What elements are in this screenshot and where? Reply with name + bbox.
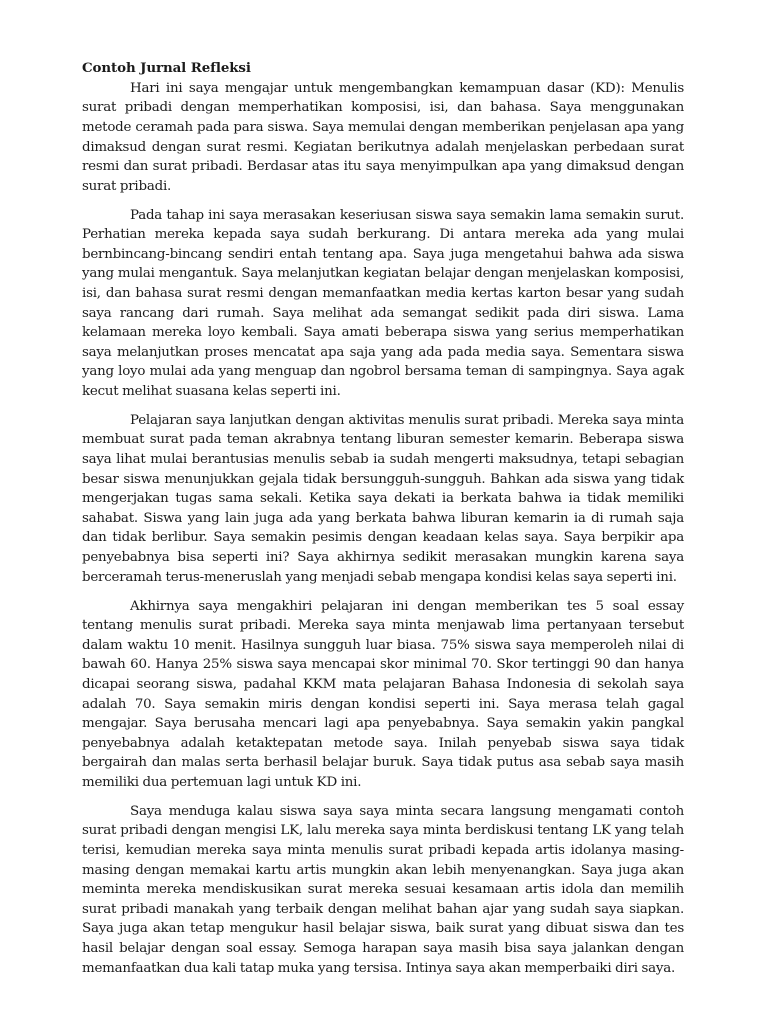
document-title: Contoh Jurnal Refleksi xyxy=(82,60,251,76)
paragraph-2: Pada tahap ini saya merasakan keseriusan siswa saya semakin lama semakin surut. Perhatian mereka kepada saya sudah berkurang. Di antara mereka ada yang mulai bernbincang-bincang sendiri entah tentang apa. Saya juga mengetahui bahwa ada siswa yang mulai mengantuk. Saya melanjutkan kegiatan belajar dengan menjelaskan komposisi, isi, dan bahasa surat resmi dengan memanfaatkan media kertas karton besar yang sudah saya rancang dari rumah. Saya melihat ada semangat sedikit pada diri siswa. Lama kelamaan mereka loyo kembali. Saya amati beberapa siswa yang serius memperhatikan saya melanjutkan proses mencatat apa saja yang ada pada media saya. Sementara siswa yang loyo mulai ada yang menguap dan ngobrol bersama teman di sampingnya. Saya agak kecut melihat suasana kelas seperti ini. xyxy=(82,207,684,399)
paragraph-1: Hari ini saya mengajar untuk mengembangkan kemampuan dasar (KD): Menulis surat pribadi dengan memperhatikan komposisi, isi, dan bahasa. Saya menggunakan metode ceramah pada para siswa. Saya memulai dengan memberikan penjelasan apa yang dimaksud dengan surat resmi. Kegiatan berikutnya adalah menjelaskan perbedaan surat resmi dan surat pribadi. Berdasar atas itu saya menyimpulkan apa yang dimaksud dengan surat pribadi. xyxy=(82,80,684,194)
paragraph-5: Saya menduga kalau siswa saya saya minta secara langsung mengamati contoh surat pribadi dengan mengisi LK, lalu mereka saya minta berdiskusi tentang LK yang telah terisi, kemudian mereka saya minta menulis surat pribadi kepada artis idolanya masing-masing dengan memakai kartu artis mungkin akan lebih menyenangkan. Saya juga akan meminta mereka mendiskusikan surat mereka sesuai kesamaan artis idola dan memilih surat pribadi manakah yang terbaik dengan melihat bahan ajar yang sudah saya siapkan. Saya juga akan tetap mengukur hasil belajar siswa, baik surat yang dibuat siswa dan tes hasil belajar dengan soal essay. Semoga harapan saya masih bisa saya jalankan dengan memanfaatkan dua kali tatap muka yang tersisa. Intinya saya akan memperbaiki diri saya. xyxy=(82,803,684,976)
paragraph-4: Akhirnya saya mengakhiri pelajaran ini dengan memberikan tes 5 soal essay tentang menulis surat pribadi. Mereka saya minta menjawab lima pertanyaan tersebut dalam waktu 10 menit. Hasilnya sungguh luar biasa. 75% siswa saya memperoleh nilai di bawah 60. Hanya 25% siswa saya mencapai skor minimal 70. Skor tertinggi 90 dan hanya dicapai seorang siswa, padahal KKM mata pelajaran Bahasa Indonesia di sekolah saya adalah 70. Saya semakin miris dengan kondisi seperti ini. Saya merasa telah gagal mengajar. Saya berusaha mencari lagi apa penyebabnya. Saya semakin yakin pangkal penyebabnya adalah ketaktepatan metode saya. Inilah penyebab siswa saya tidak bergairah dan malas serta berhasil belajar buruk. Saya tidak putus asa sebab saya masih memiliki dua pertemuan lagi untuk KD ini. xyxy=(82,598,684,790)
paragraph-3: Pelajaran saya lanjutkan dengan aktivitas menulis surat pribadi. Mereka saya minta membuat surat pada teman akrabnya tentang liburan semester kemarin. Beberapa siswa saya lihat mulai berantusias menulis sebab ia sudah mengerti maksudnya, tetapi sebagian besar siswa menunjukkan gejala tidak bersungguh-sungguh. Bahkan ada siswa yang tidak mengerjakan tugas sama sekali. Ketika saya dekati ia berkata bahwa ia tidak memiliki sahabat. Siswa yang lain juga ada yang berkata bahwa liburan kemarin ia di rumah saja dan tidak berlibur. Saya semakin pesimis dengan keadaan kelas saya. Saya berpikir apa penyebabnya bisa seperti ini? Saya akhirnya sedikit merasakan mungkin karena saya berceramah terus-meneruslah yang menjadi sebab mengapa kondisi kelas saya seperti ini. xyxy=(82,412,684,585)
